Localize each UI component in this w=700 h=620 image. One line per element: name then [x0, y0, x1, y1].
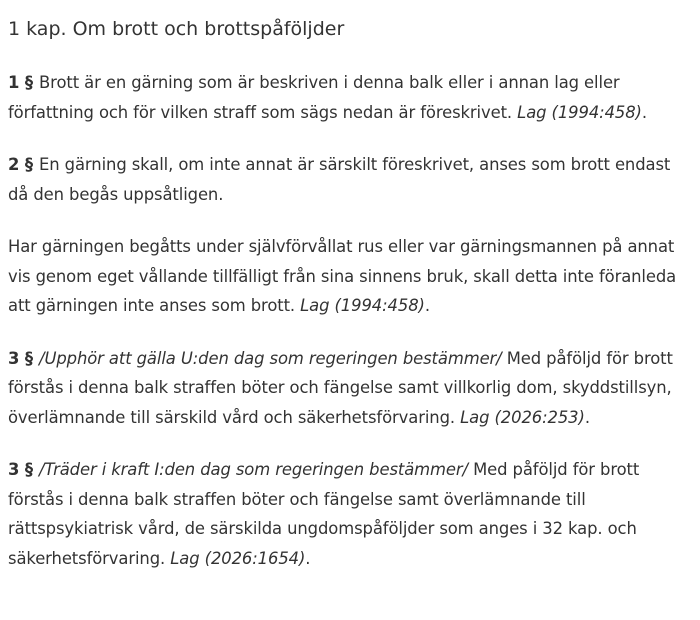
section-2-paragraph — [8, 150, 686, 209]
section-text: Har gärningen begåtts under självförvållat rus eller var gärningsmannen på annat vis genom eget vållande tillfälligt från sina sinnens bruk, skall detta inte föranleda att gärningen inte anses som brott. — [8, 237, 677, 315]
section-sign: § — [24, 348, 34, 368]
section-sign: § — [24, 73, 34, 92]
law-reference: Lag (2026:1654) — [170, 548, 306, 568]
law-reference: Lag (1994:458) — [300, 296, 425, 315]
section-2-second-paragraph: Har gärningen begåtts under självförvållat rus eller var gärningsmannen på annat vis genom eget vållande tillfälligt från sina sinnens bruk, skall detta inte föranleda att gärningen inte anses som brott. Lag (1994:458). — [8, 237, 677, 315]
section-3-new-paragraph: 3 § /Träder i kraft I:den dag som regeringen bestämmer/ Med påföljd för brott förstås i denna balk straffen böter och fängelse samt överlämnande till rättspsykiatrisk vård, de särskilda ungdomspåföljder som anges i 32 kap. och säkerhetsförvaring. Lag (2026:1654). — [8, 460, 640, 568]
chapter-title: 1 kap. Om brott och brottspåföljder — [8, 18, 345, 40]
validity-note: /Upphör att gälla U:den dag som regeringen bestämmer/ — [39, 348, 502, 368]
section-sign: § — [24, 155, 34, 174]
section-number: 3 § — [8, 460, 34, 479]
section-text: Med påföljd för brott förstås i denna balk straffen böter och fängelse samt villkorlig dom, skyddstillsyn, överlämnande till särskild vård och säkerhetsförvaring. — [8, 348, 673, 427]
section-number: 3 § — [8, 348, 34, 368]
law-reference: Lag (1994:458) — [517, 102, 642, 122]
section-text: Brott är en gärning som är beskriven i denna balk eller i annan lag eller författning och för vilken straff som sägs nedan är föreskrivet. — [8, 73, 620, 122]
section-1-paragraph: 1 § Brott är en gärning som är beskriven i denna balk eller i annan lag eller författning och för vilken straff som sägs nedan är föreskrivet. Lag (1994:458). — [8, 73, 647, 122]
section-number: 1 § — [8, 73, 34, 92]
section-3-repealed-paragraph: 3 § /Upphör att gälla U:den dag som regeringen bestämmer/ Med påföljd för brott förstås i denna balk straffen böter och fängelse samt villkorlig dom, skyddstillsyn, överlämnande till särskild vård och säkerhetsförvaring. Lag (2026:253). — [8, 348, 673, 427]
law-reference: Lag (2026:253) — [460, 407, 585, 427]
section-number: 2 § — [8, 155, 34, 174]
section-sign: § — [24, 460, 34, 479]
validity-note: /Träder i kraft I:den dag som regeringen bestämmer/ — [39, 460, 468, 479]
section-text: En gärning skall, om inte annat är särskilt föreskrivet, anses som brott endast då den begås uppsåtligen. — [8, 155, 671, 204]
section-text: Med påföljd för brott förstås i denna balk straffen böter och fängelse samt överlämnande till rättspsykiatrisk vård, de särskilda ungdomspåföljder som anges i 32 kap. och säkerhetsförvaring. — [8, 460, 640, 568]
